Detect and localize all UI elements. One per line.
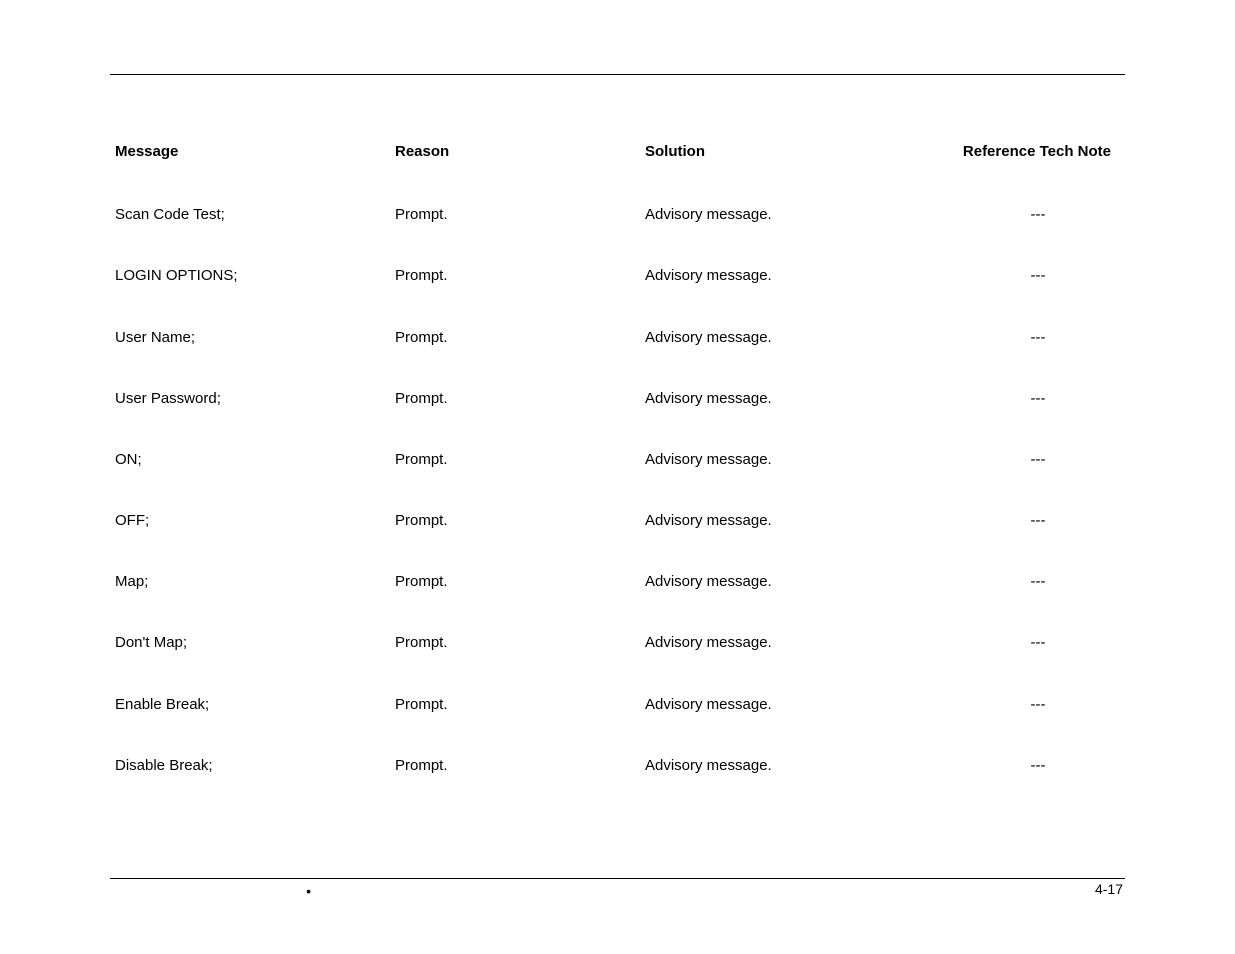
table-row-message: Scan Code Test;: [115, 206, 225, 223]
footer-rule: [110, 878, 1125, 879]
table-row-reference: ---: [1030, 206, 1046, 223]
table-row-reference: ---: [1030, 573, 1046, 590]
column-header-reason: Reason: [395, 143, 450, 160]
table-row-message: ON;: [115, 451, 142, 468]
table-row-reason: Prompt.: [395, 573, 448, 590]
table-row-reference: ---: [1030, 390, 1046, 407]
table-row-message: Don't Map;: [115, 634, 188, 651]
table-row-reason: Prompt.: [395, 390, 448, 407]
table-row-solution: Advisory message.: [645, 390, 772, 407]
table-row-reference: ---: [1030, 757, 1046, 774]
table-row-reason: Prompt.: [395, 634, 448, 651]
table-row-reference: ---: [1030, 696, 1046, 713]
table-row-message: Disable Break;: [115, 757, 213, 774]
column-header-message: Message: [115, 143, 179, 160]
table-row-reason: Prompt.: [395, 329, 448, 346]
table-row-reference: ---: [1030, 512, 1046, 529]
table-row-reference: ---: [1030, 329, 1046, 346]
table-row-reason: Prompt.: [395, 451, 448, 468]
column-header-solution: Solution: [645, 143, 705, 160]
footer-bullet-mark: •: [306, 883, 311, 899]
table-row-reason: Prompt.: [395, 696, 448, 713]
table-row-solution: Advisory message.: [645, 329, 772, 346]
page-number: 4-17: [1094, 881, 1123, 897]
table-row-solution: Advisory message.: [645, 267, 772, 284]
table-row-reference: ---: [1030, 451, 1046, 468]
table-row-solution: Advisory message.: [645, 451, 772, 468]
table-row-message: User Name;: [115, 329, 196, 346]
table-row-reference: ---: [1030, 267, 1046, 284]
table-row-reference: ---: [1030, 634, 1046, 651]
table-row-reason: Prompt.: [395, 512, 448, 529]
table-row-solution: Advisory message.: [645, 634, 772, 651]
table-row-solution: Advisory message.: [645, 206, 772, 223]
table-row-reason: Prompt.: [395, 757, 448, 774]
table-row-message: LOGIN OPTIONS;: [115, 267, 238, 284]
table-row-solution: Advisory message.: [645, 512, 772, 529]
table-row-solution: Advisory message.: [645, 573, 772, 590]
column-header-reference: Reference Tech Note: [962, 143, 1111, 160]
table-row-solution: Advisory message.: [645, 757, 772, 774]
table-row-message: OFF;: [115, 512, 150, 529]
table-row-reason: Prompt.: [395, 267, 448, 284]
table-row-message: Map;: [115, 573, 149, 590]
table-row-message: User Password;: [115, 390, 221, 407]
table-row-solution: Advisory message.: [645, 696, 772, 713]
table-row-message: Enable Break;: [115, 696, 210, 713]
table-row-reason: Prompt.: [395, 206, 448, 223]
